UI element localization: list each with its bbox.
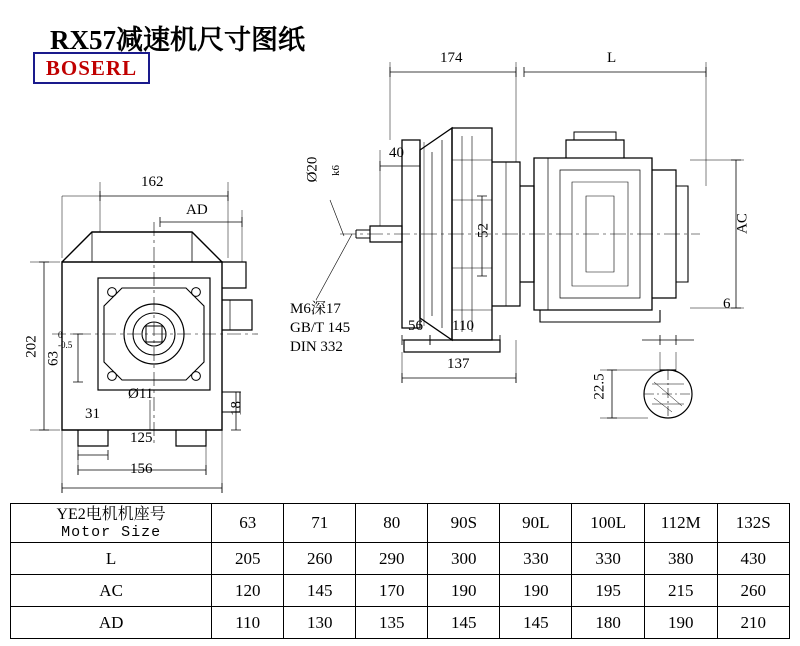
dim-left-63-tol-upper: 0 — [58, 330, 63, 340]
motor-size-table — [10, 503, 790, 639]
thread-note-line2: GB/T 145 — [290, 320, 351, 336]
table-cell: 260 — [284, 543, 356, 575]
table-cell: 190 — [428, 575, 500, 607]
table-cell: 330 — [500, 543, 572, 575]
table-row-header-motor-size — [11, 504, 212, 543]
table-row — [11, 607, 790, 639]
table-cell: 380 — [644, 543, 717, 575]
table-cell: 300 — [428, 543, 500, 575]
table-cell: 180 — [572, 607, 644, 639]
table-cell: 210 — [717, 607, 789, 639]
table-header-row — [11, 504, 790, 543]
table-col-header: 90S — [428, 504, 500, 543]
table-cell: 170 — [356, 575, 428, 607]
table-cell: 260 — [717, 575, 789, 607]
dim-main-AC: AC — [734, 213, 751, 234]
table-cell: 330 — [572, 543, 644, 575]
dim-left-156: 156 — [130, 461, 153, 477]
dim-left-63-tolerance — [58, 330, 72, 350]
table-col-header: 132S — [717, 504, 789, 543]
brand-logo-text: BOSERL — [45, 55, 138, 80]
table-cell: 130 — [284, 607, 356, 639]
table-cell: 430 — [717, 543, 789, 575]
dim-main-174: 174 — [440, 50, 463, 66]
table-cell: 145 — [428, 607, 500, 639]
dim-left-31: 31 — [85, 406, 100, 422]
table-cell: 145 — [284, 575, 356, 607]
table-cell: 195 — [572, 575, 644, 607]
table-cell: 145 — [500, 607, 572, 639]
table-col-header: 100L — [572, 504, 644, 543]
dim-main-56: 56 — [408, 318, 423, 334]
dim-left-AD: AD — [186, 202, 208, 218]
dim-main-shaft-group — [300, 156, 326, 183]
table-row — [11, 543, 790, 575]
table-cell: 215 — [644, 575, 717, 607]
table-cell: 205 — [212, 543, 284, 575]
dim-left-18: 18 — [228, 401, 245, 416]
thread-note — [290, 300, 350, 357]
table-cell: 190 — [500, 575, 572, 607]
table-col-header: 63 — [212, 504, 284, 543]
dim-main-52: 52 — [475, 223, 492, 238]
table-col-header: 71 — [284, 504, 356, 543]
table-cell: 135 — [356, 607, 428, 639]
dim-key-6: 6 — [723, 296, 731, 312]
table-row — [11, 575, 790, 607]
table-cell: 290 — [356, 543, 428, 575]
motor-size-label-en: Motor Size — [61, 524, 162, 541]
dim-main-L: L — [607, 50, 617, 66]
dim-left-202: 202 — [23, 335, 40, 358]
dim-main-shaft: Ø20 — [304, 156, 321, 183]
table-row-label: AD — [11, 607, 212, 639]
dim-main-40: 40 — [389, 145, 404, 161]
table-cell: 120 — [212, 575, 284, 607]
dim-left-125: 125 — [130, 430, 153, 446]
dim-left-63: 63 — [45, 351, 62, 366]
dim-left-hole-dia: Ø11 — [128, 386, 154, 402]
motor-size-label-cn: YE2电机机座号 — [56, 506, 166, 523]
table-col-header: 90L — [500, 504, 572, 543]
dim-key-22-5: 22.5 — [591, 373, 608, 400]
thread-note-line3: DIN 332 — [290, 339, 343, 355]
table-col-header: 112M — [644, 504, 717, 543]
table-cell: 110 — [212, 607, 284, 639]
dim-left-162: 162 — [141, 174, 164, 190]
table-row-label: L — [11, 543, 212, 575]
dim-main-110: 110 — [452, 318, 474, 334]
page-title: RX57减速机尺寸图纸 — [50, 25, 305, 55]
dim-main-shaft-tolerance: k6 — [330, 165, 342, 176]
dim-left-63-tol-lower: -0.5 — [58, 340, 73, 350]
table-cell: 190 — [644, 607, 717, 639]
table-row-label: AC — [11, 575, 212, 607]
dim-main-137: 137 — [447, 356, 470, 372]
table-col-header: 80 — [356, 504, 428, 543]
thread-note-line1: M6深17 — [290, 301, 341, 317]
